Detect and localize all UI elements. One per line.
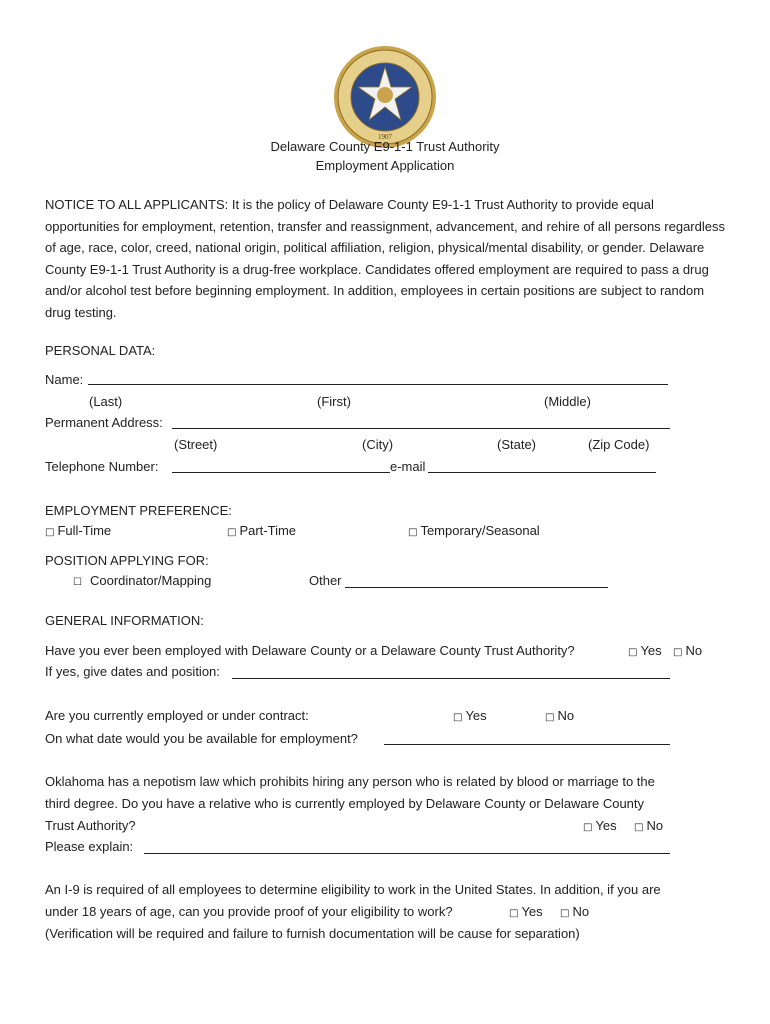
address-field[interactable] [172,428,670,429]
prior-employment-no[interactable]: □ No [673,643,703,658]
telephone-field[interactable] [172,472,390,473]
prior-employment-question: Have you ever been employed with Delaware County or a Delaware County Trust Authority? [45,643,575,658]
checkbox-icon[interactable]: □ [560,908,570,919]
prior-employment-yes[interactable]: □ Yes [628,643,662,658]
temporary-option[interactable]: □ Temporary/Seasonal [408,523,540,538]
state-caption: (State) [497,437,537,452]
explain-field[interactable] [144,853,670,854]
explain-label: Please explain: [45,839,134,854]
document-title: Delaware County E9-1-1 Trust Authority [270,139,500,154]
name-field[interactable] [88,384,668,385]
current-employment-no[interactable]: □ No [545,708,575,723]
i9-text-line1: An I-9 is required of all employees to determine eligibility to work in the United States. In addition, if you are [45,882,661,897]
street-caption: (Street) [174,437,218,452]
svg-text:1907: 1907 [378,133,392,141]
employment-preference-heading: EMPLOYMENT PREFERENCE: [45,503,232,518]
checkbox-icon[interactable]: □ [45,527,55,538]
prior-employment-details-field[interactable] [232,678,670,679]
state-seal-logo [333,45,437,149]
i9-no[interactable]: □ No [560,904,590,919]
other-label: Other [309,573,342,588]
availability-date-field[interactable] [384,744,670,745]
checkbox-icon[interactable]: □ [673,647,683,658]
prior-employment-details-label: If yes, give dates and position: [45,664,220,679]
availability-question: On what date would you be available for employment? [45,731,358,746]
full-time-option[interactable]: □ Full-Time [45,523,112,538]
checkbox-icon[interactable]: □ [545,712,555,723]
relative-yes[interactable]: □ Yes [583,818,617,833]
i9-text-line2: under 18 years of age, can you provide proof of your eligibility to work? [45,904,453,919]
current-employment-yes[interactable]: □ Yes [453,708,487,723]
last-name-caption: (Last) [89,394,123,409]
other-position-field[interactable] [345,587,608,588]
i9-yes[interactable]: □ Yes [509,904,543,919]
email-label: e-mail [390,459,426,474]
zip-caption: (Zip Code) [588,437,650,452]
checkbox-icon[interactable]: □ [628,647,638,658]
part-time-option[interactable]: □ Part-Time [227,523,297,538]
checkbox-icon[interactable]: □ [509,908,519,919]
email-field[interactable] [428,472,656,473]
name-label: Name: [45,372,84,387]
checkbox-icon[interactable]: □ [227,527,237,538]
i9-text-line3: (Verification will be required and failure to furnish documentation will be cause for separation) [45,926,580,941]
coordinator-option[interactable]: ☐ Coordinator/Mapping [73,573,212,588]
city-caption: (City) [362,437,394,452]
address-label: Permanent Address: [45,415,163,430]
nepotism-text-line2: third degree. Do you have a relative who is currently employed by Delaware County or Delaware County [45,796,645,811]
checkbox-icon[interactable]: □ [453,712,463,723]
checkbox-icon[interactable]: □ [583,822,593,833]
telephone-label: Telephone Number: [45,459,159,474]
nepotism-text-line1: Oklahoma has a nepotism law which prohibits hiring any person who is related by blood or marriage to the [45,774,655,789]
general-info-heading: GENERAL INFORMATION: [45,613,204,628]
current-employment-question: Are you currently employed or under contract: [45,708,309,723]
personal-data-heading: PERSONAL DATA: [45,343,156,358]
document-subtitle: Employment Application [315,158,455,173]
nepotism-text-line3: Trust Authority? [45,818,136,833]
first-name-caption: (First) [317,394,351,409]
checkbox-icon[interactable]: □ [408,527,418,538]
notice-paragraph: NOTICE TO ALL APPLICANTS: It is the policy of Delaware County E9-1-1 Trust Authority to provide equal opportunities for employment, retention, transfer and reassignment, advancement, and rehire of all persons regardless of age, race, color, creed, national origin, political affiliation, religion, physical/mental disability, or gender. Delaware County E9-1-1 Trust Authority is a drug-free workplace. Candidates offered employment are required to pass a drug and/or alcohol test before beginning employment. In addition, employees in certain positions are subject to random drug testing. [45,197,725,320]
relative-no[interactable]: □ No [634,818,664,833]
checkbox-icon[interactable]: ☐ [73,577,82,588]
position-heading: POSITION APPLYING FOR: [45,553,209,568]
checkbox-icon[interactable]: □ [634,822,644,833]
middle-name-caption: (Middle) [544,394,591,409]
